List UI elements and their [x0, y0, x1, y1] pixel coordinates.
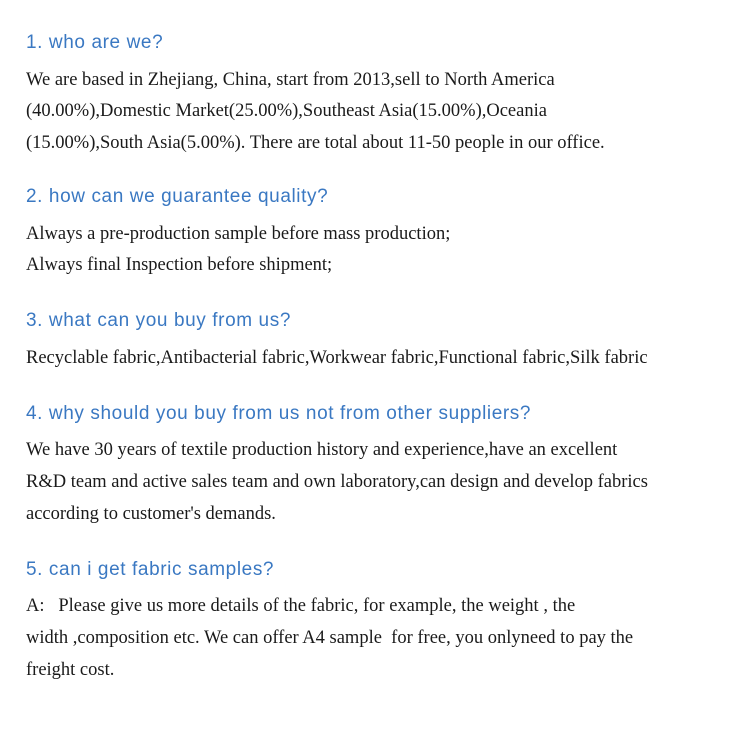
faq-answer-line: freight cost. [26, 659, 115, 680]
faq-item-3 [26, 308, 724, 374]
faq-question-5: 5. can i get fabric samples? [26, 558, 275, 580]
faq-answer-line: (40.00%),Domestic Market(25.00%),Southeast Asia(15.00%),Oceania [26, 101, 547, 122]
faq-answer-line: Always a pre-production sample before mass production; [26, 223, 451, 244]
faq-answer-line: width ,composition etc. We can offer A4 sample for free, you onlyneed to pay the [26, 628, 634, 649]
faq-answer-3 [26, 343, 724, 375]
faq-item-1 [26, 30, 724, 160]
faq-item-5 [26, 557, 724, 687]
faq-question-3: 3. what can you buy from us? [26, 310, 291, 332]
faq-answer-line: according to customer's demands. [26, 503, 276, 524]
faq-question-2: 2. how can we guarantee quality? [26, 186, 329, 208]
faq-answer-line: We have 30 years of textile production history and experience,have an excellent [26, 440, 618, 461]
faq-answer-line: (15.00%),South Asia(5.00%). There are total about 11-50 people in our office. [26, 133, 605, 154]
faq-answer-5 [26, 591, 724, 686]
faq-answer-1 [26, 65, 724, 160]
faq-question-1: 1. who are we? [26, 32, 164, 53]
faq-item-2 [26, 184, 724, 282]
faq-answer-line: R&D team and active sales team and own laboratory,can design and develop fabrics [26, 472, 648, 493]
faq-answer-2 [26, 219, 724, 283]
faq-question-4: 4. why should you buy from us not from other suppliers? [26, 402, 532, 424]
faq-answer-line: Always final Inspection before shipment; [26, 255, 333, 276]
faq-answer-4 [26, 435, 724, 530]
faq-answer-line: We are based in Zhejiang, China, start from 2013,sell to North America [26, 69, 555, 90]
faq-item-4 [26, 401, 724, 531]
faq-answer-line: Recyclable fabric,Antibacterial fabric,Workwear fabric,Functional fabric,Silk fabric [26, 347, 648, 368]
faq-answer-line: A: Please give us more details of the fabric, for example, the weight , the [26, 596, 576, 617]
